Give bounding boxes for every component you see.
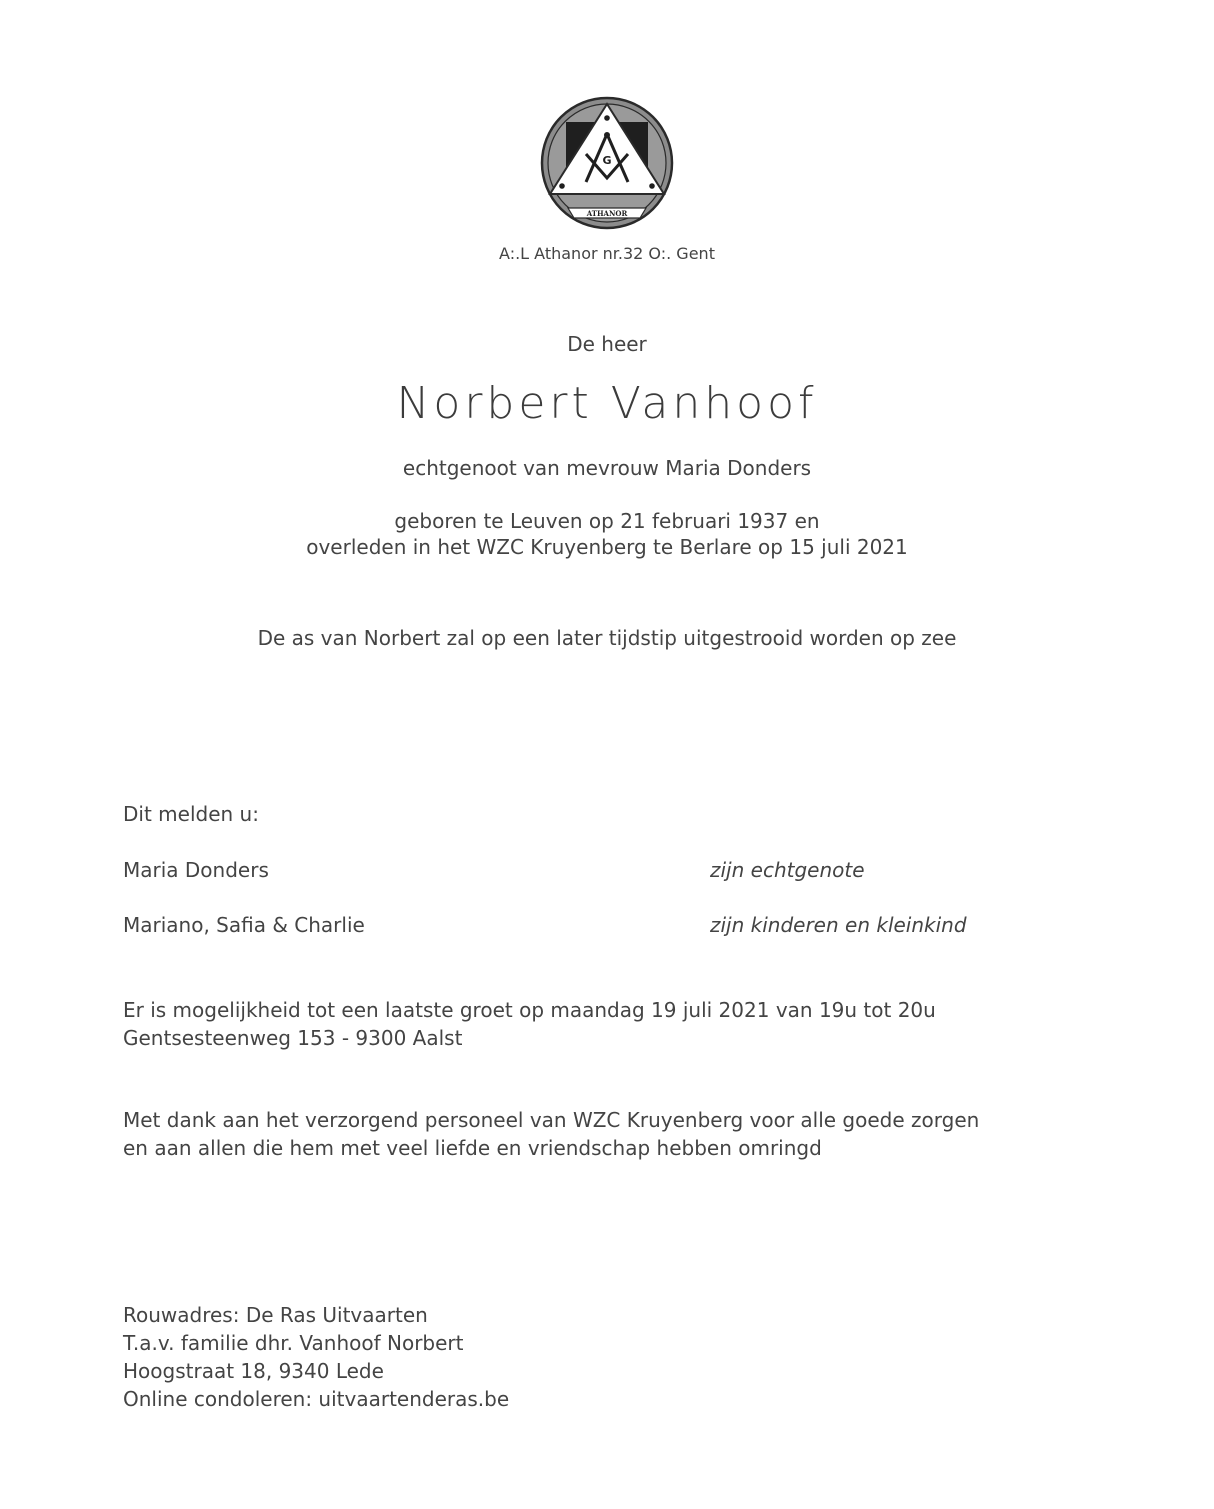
ashes-line: De as van Norbert zal op een later tijdstip uitgestrooid worden op zee [257, 626, 957, 650]
life-dates [0, 508, 1214, 560]
mourning-address [123, 1301, 509, 1413]
thanks-line: Met dank aan het verzorgend personeel van WZC Kruyenberg voor alle goede zorgen [123, 1108, 980, 1132]
mourner-name: Mariano, Safia & Charlie [123, 913, 365, 937]
emblem-banner-text: ATHANOR [586, 209, 628, 218]
deceased-name: Norbert Vanhoof [396, 378, 818, 429]
farewell-info [123, 996, 936, 1052]
emblem-icon [540, 96, 674, 230]
address-line: T.a.v. familie dhr. Vanhoof Norbert [123, 1331, 464, 1355]
emblem-letter: G [602, 154, 612, 167]
thanks-text [123, 1106, 979, 1162]
title-prefix: De heer [567, 332, 647, 356]
died-line: overleden in het WZC Kruyenberg te Berlare op 15 juli 2021 [306, 535, 908, 559]
lodge-emblem [540, 96, 674, 230]
born-line: geboren te Leuven op 21 februari 1937 en [394, 509, 820, 533]
mourner-relation: zijn echtgenote [710, 858, 865, 882]
thanks-line: en aan allen die hem met veel liefde en vriendschap hebben omringd [123, 1136, 822, 1160]
mourner-name: Maria Donders [123, 858, 269, 882]
lodge-line: A:.L Athanor nr.32 O:. Gent [499, 244, 715, 263]
farewell-line: Er is mogelijkheid tot een laatste groet op maandag 19 juli 2021 van 19u tot 20u [123, 998, 936, 1022]
mourners-intro: Dit melden u: [123, 802, 259, 826]
mourner-relation: zijn kinderen en kleinkind [710, 913, 967, 937]
address-line: Rouwadres: De Ras Uitvaarten [123, 1303, 428, 1327]
condolence-link[interactable]: Online condoleren: uitvaartenderas.be [123, 1387, 510, 1411]
spouse-line: echtgenoot van mevrouw Maria Donders [402, 456, 812, 480]
farewell-address: Gentsesteenweg 153 - 9300 Aalst [123, 1026, 463, 1050]
address-line: Hoogstraat 18, 9340 Lede [123, 1359, 384, 1383]
